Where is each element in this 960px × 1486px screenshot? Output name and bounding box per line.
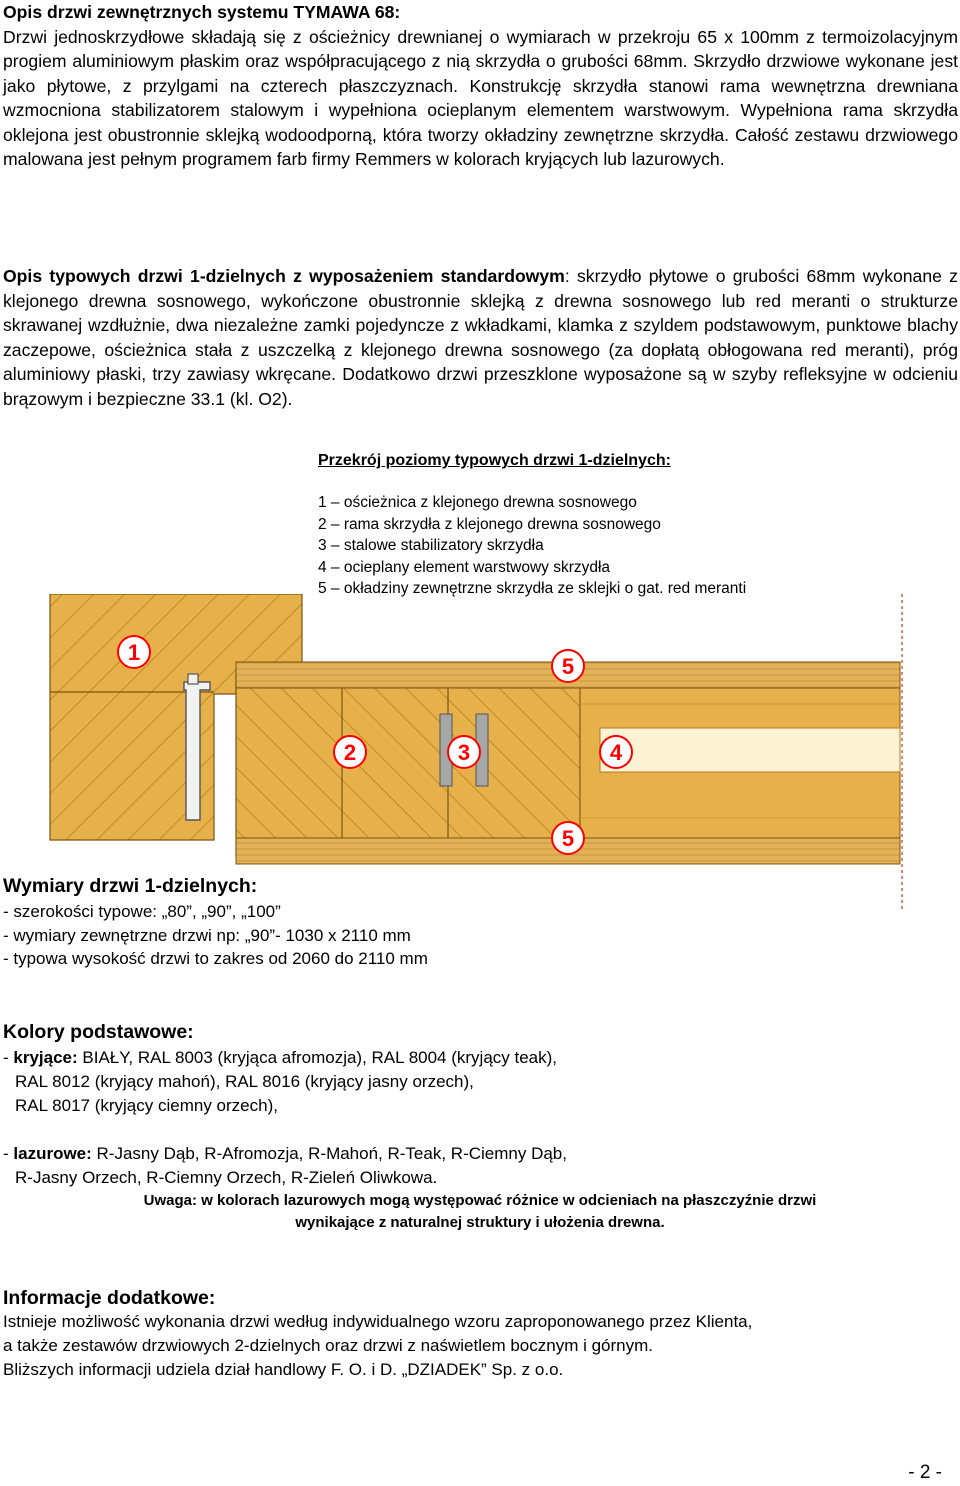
dimensions-heading: Wymiary drzwi 1-dzielnych: (3, 875, 258, 897)
covering-label: kryjące: (13, 1048, 78, 1067)
marker-5-top (552, 650, 584, 682)
legend-item: 1 – ościeżnica z klejonego drewna sosnowego (318, 494, 637, 511)
legend-item: 2 – rama skrzydła z klejonego drewna sosnowego (318, 515, 661, 533)
covering-line: BIAŁY, RAL 8003 (kryjąca afromozja), RAL 8004 (kryjący teak), (77, 1048, 558, 1067)
marker-label: 5 (561, 826, 575, 851)
covering-colors: - kryjące: BIAŁY, RAL 8003 (kryjąca afromozja), RAL 8004 (kryjący teak), RAL 8012 (kryjący mahoń), RAL 8016 (kryjący jasny orzech), RAL 8017 (kryjący ciemny orzech), (3, 1046, 958, 1118)
system-body: Drzwi jednoskrzydłowe składają się z ościeżnicy drewnianej o wymiarach w przekroju 65 x 100mm z termoizolacyjnym progiem aluminiowym płaskim oraz współpracującego z nią skrzydła o grubości 68mm. Skrzydło drzwiowe wykonane jest jako płytowe, z przylgami na czterech płaszczyznach. Konstrukcję skrzydła stanowi rama wewnętrzna drewniana wzmocniona stabilizatorem stalowym i wypełniona ocieplanym elementem warstwowym. Wypełniona rama skrzydła oklejona jest obustronnie sklejką wodoodporną, która tworzy okładziny zewnętrzne skrzydła. Całość zestawu drzwiowego malowana jest pełnym programem farb firmy Remmers w kolorach kryjących lub lazurowych. (3, 26, 958, 169)
info-heading: Informacje dodatkowe: (3, 1287, 216, 1309)
glaze-line: R-Jasny Dąb, R-Afromozja, R-Mahoń, R-Teak, R-Ciemny Dąb, (91, 1144, 567, 1163)
marker-3 (448, 736, 480, 768)
info-text (3, 1310, 958, 1382)
standard-door-heading: Opis typowych drzwi 1-dzielnych z wyposażeniem standardowym (3, 266, 565, 286)
cross-section-legend (318, 492, 746, 600)
info-line: Istnieje możliwość wykonania drzwi według indywidualnego wzoru zaproponowanego przez Klienta, (3, 1312, 753, 1331)
standard-door-description (3, 264, 958, 411)
cross-section-diagram (0, 594, 960, 914)
dimensions-list (3, 900, 958, 971)
info-line: Bliższych informacji udziela dział handlowy F. O. i D. „DZIADEK” Sp. z o.o. (3, 1360, 564, 1379)
color-note (0, 1190, 960, 1234)
dimension-item: - typowa wysokość drzwi to zakres od 2060 do 2110 mm (3, 949, 428, 968)
color-note-line: wynikające z naturalnej struktury i ułożenia drewna. (295, 1214, 665, 1231)
marker-1 (118, 636, 150, 668)
dimension-item: - wymiary zewnętrzne drzwi np: „90”- 1030 x 2110 mm (3, 925, 411, 945)
marker-label: 3 (457, 740, 471, 765)
glaze-colors: - lazurowe: R-Jasny Dąb, R-Afromozja, R-Mahoń, R-Teak, R-Ciemny Dąb, R-Jasny Orzech, R-Ciemny Orzech, R-Zieleń Oliwkowa. (3, 1142, 958, 1190)
insulation-core (600, 728, 900, 772)
marker-2 (334, 736, 366, 768)
cross-section-title: Przekrój poziomy typowych drzwi 1-dzielnych: (318, 452, 671, 469)
system-heading: Opis drzwi zewnętrznych systemu TYMAWA 68: (3, 2, 401, 22)
colors-heading: Kolory podstawowe: (3, 1021, 194, 1043)
glaze-label: lazurowe: (13, 1144, 92, 1163)
marker-label: 4 (609, 740, 623, 765)
standard-door-body: : skrzydło płytowe o grubości 68mm wykonane z klejonego drewna sosnowego, wykończone obustronnie sklejką z drewna sosnowego lub red meranti o strukturze skrawanej wzdłużnie, dwa niezależne zamki pojedyncze z wkładkami, klamka z szyldem podstawowym, punktowe blachy zaczepowe, ościeżnica stała z uszczelką z klejonego drewna sosnowego (za dopłatą obłogowana red meranti), próg aluminiowy płaski, trzy zawiasy wkręcane. Dodatkowo drzwi przeszklone wyposażone są w szyby refleksyjne w odcieniu brązowym i bezpieczne 33.1 (kl. O2). (3, 266, 958, 409)
legend-item: 3 – stalowe stabilizatory skrzydła (318, 537, 544, 554)
covering-line: RAL 8017 (kryjący ciemny orzech), (15, 1096, 278, 1115)
legend-item: 4 – ocieplany element warstwowy skrzydła (318, 558, 611, 576)
marker-label: 5 (561, 654, 575, 679)
legend-item: 5 – okładziny zewnętrzne skrzydła ze sklejki o gat. red meranti (318, 580, 747, 597)
sash-frame (236, 670, 580, 856)
color-note-line: Uwaga: w kolorach lazurowych mogą występować różnice w odcieniach na płaszczyźnie drzwi (143, 1192, 817, 1209)
marker-5-bottom (552, 822, 584, 854)
dimension-item: - szerokości typowe: „80”, „90”, „100” (3, 902, 281, 921)
marker-label: 2 (343, 740, 357, 765)
covering-line: RAL 8012 (kryjący mahoń), RAL 8016 (kryjący jasny orzech), (15, 1072, 474, 1091)
system-description (3, 0, 958, 172)
marker-4 (600, 736, 632, 768)
glaze-line: R-Jasny Orzech, R-Ciemny Orzech, R-Zieleń Oliwkowa. (15, 1168, 438, 1187)
info-line: a także zestawów drzwiowych 2-dzielnych oraz drzwi z naświetlem bocznym i górnym. (3, 1336, 654, 1355)
marker-label: 1 (127, 640, 141, 665)
page-number: - 2 - (908, 1462, 942, 1483)
